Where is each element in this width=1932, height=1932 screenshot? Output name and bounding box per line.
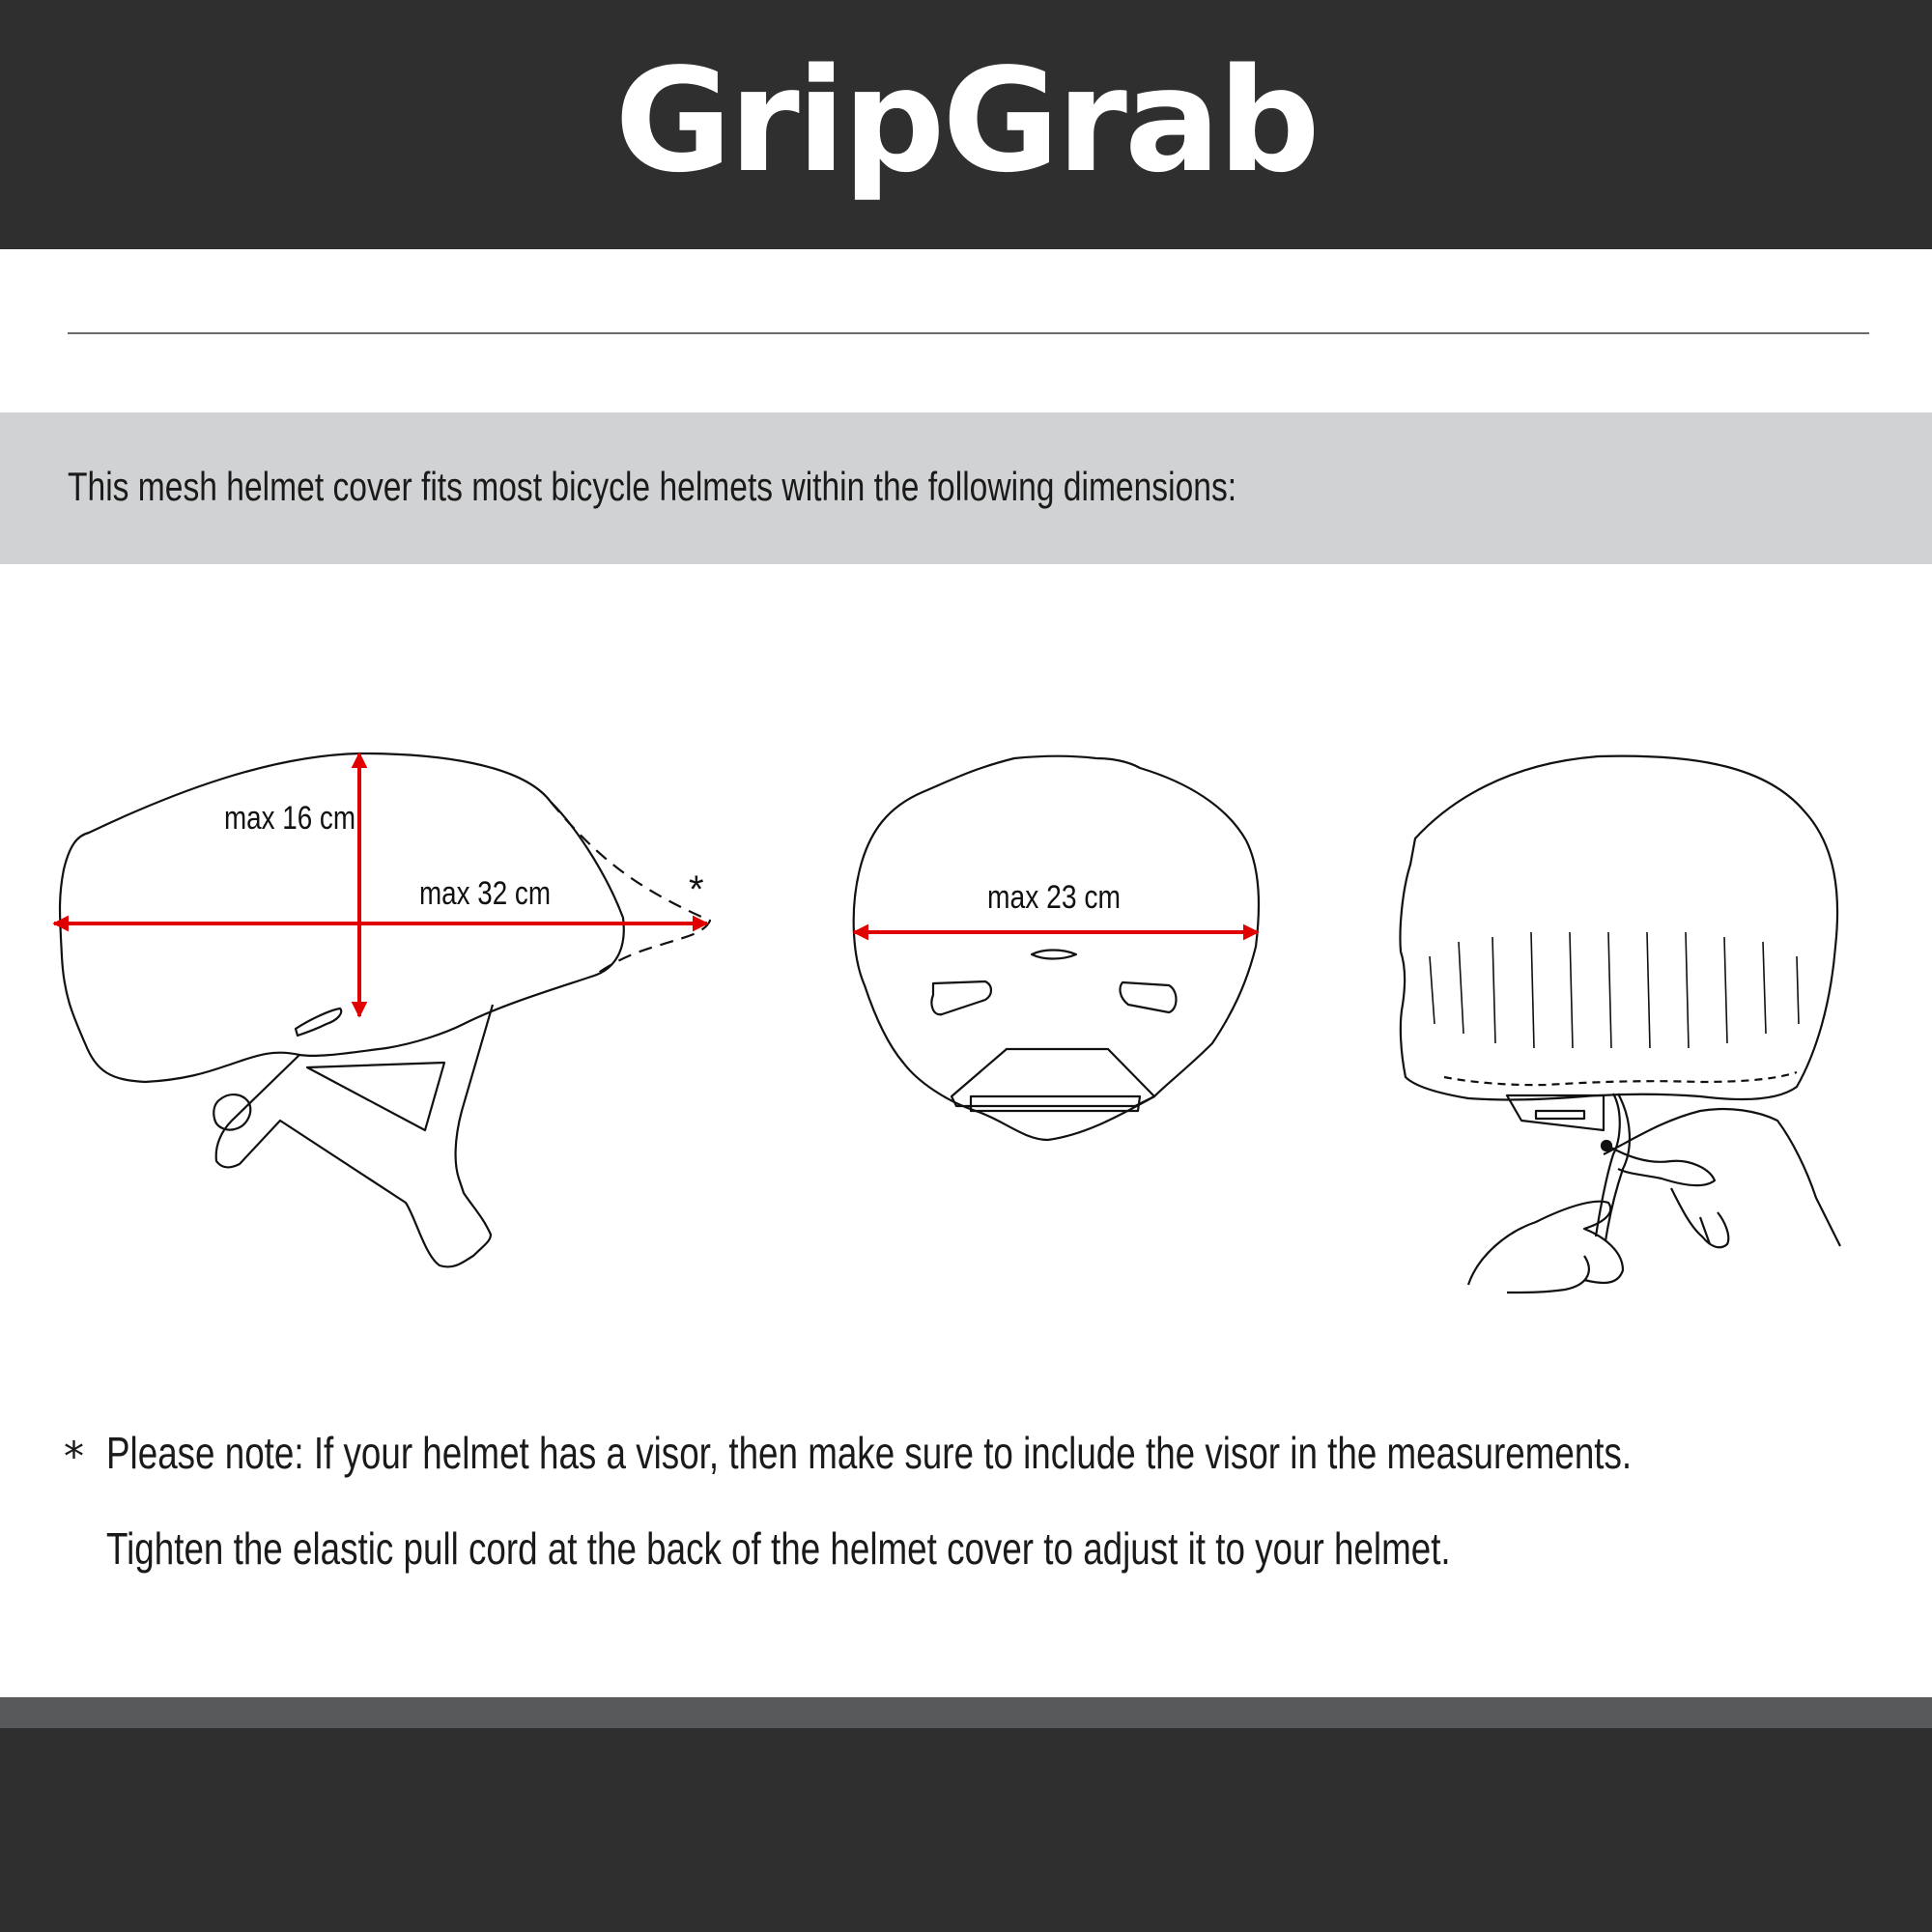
helmet-diagram: [0, 715, 1932, 1314]
footer-stripe: [0, 1697, 1932, 1728]
header-bar: [0, 0, 1932, 249]
note-asterisk: *: [64, 1433, 84, 1480]
footer-bar: [0, 1728, 1932, 1932]
helmet-diagram-svg: [0, 715, 1932, 1314]
visor-asterisk: *: [689, 868, 704, 911]
height-label: max 16 cm: [224, 800, 355, 837]
visor-note: Please note: If your helmet has a visor, then make sure to include the visor in the measurements.: [106, 1428, 1633, 1478]
divider-line: [68, 332, 1869, 334]
gripgrab-logo: GripGrab: [614, 38, 1318, 204]
cord-note: Tighten the elastic pull cord at the back of the helmet cover to adjust it to your helmet.: [106, 1523, 1451, 1574]
helmet-back-view: [854, 756, 1259, 1140]
width-label: max 23 cm: [987, 879, 1121, 916]
length-label: max 32 cm: [419, 875, 551, 912]
helmet-cover-view: [1400, 756, 1840, 1293]
intro-text: This mesh helmet cover fits most bicycle helmets within the following dimensions:: [68, 464, 1237, 509]
helmet-side-view: [60, 753, 710, 1266]
